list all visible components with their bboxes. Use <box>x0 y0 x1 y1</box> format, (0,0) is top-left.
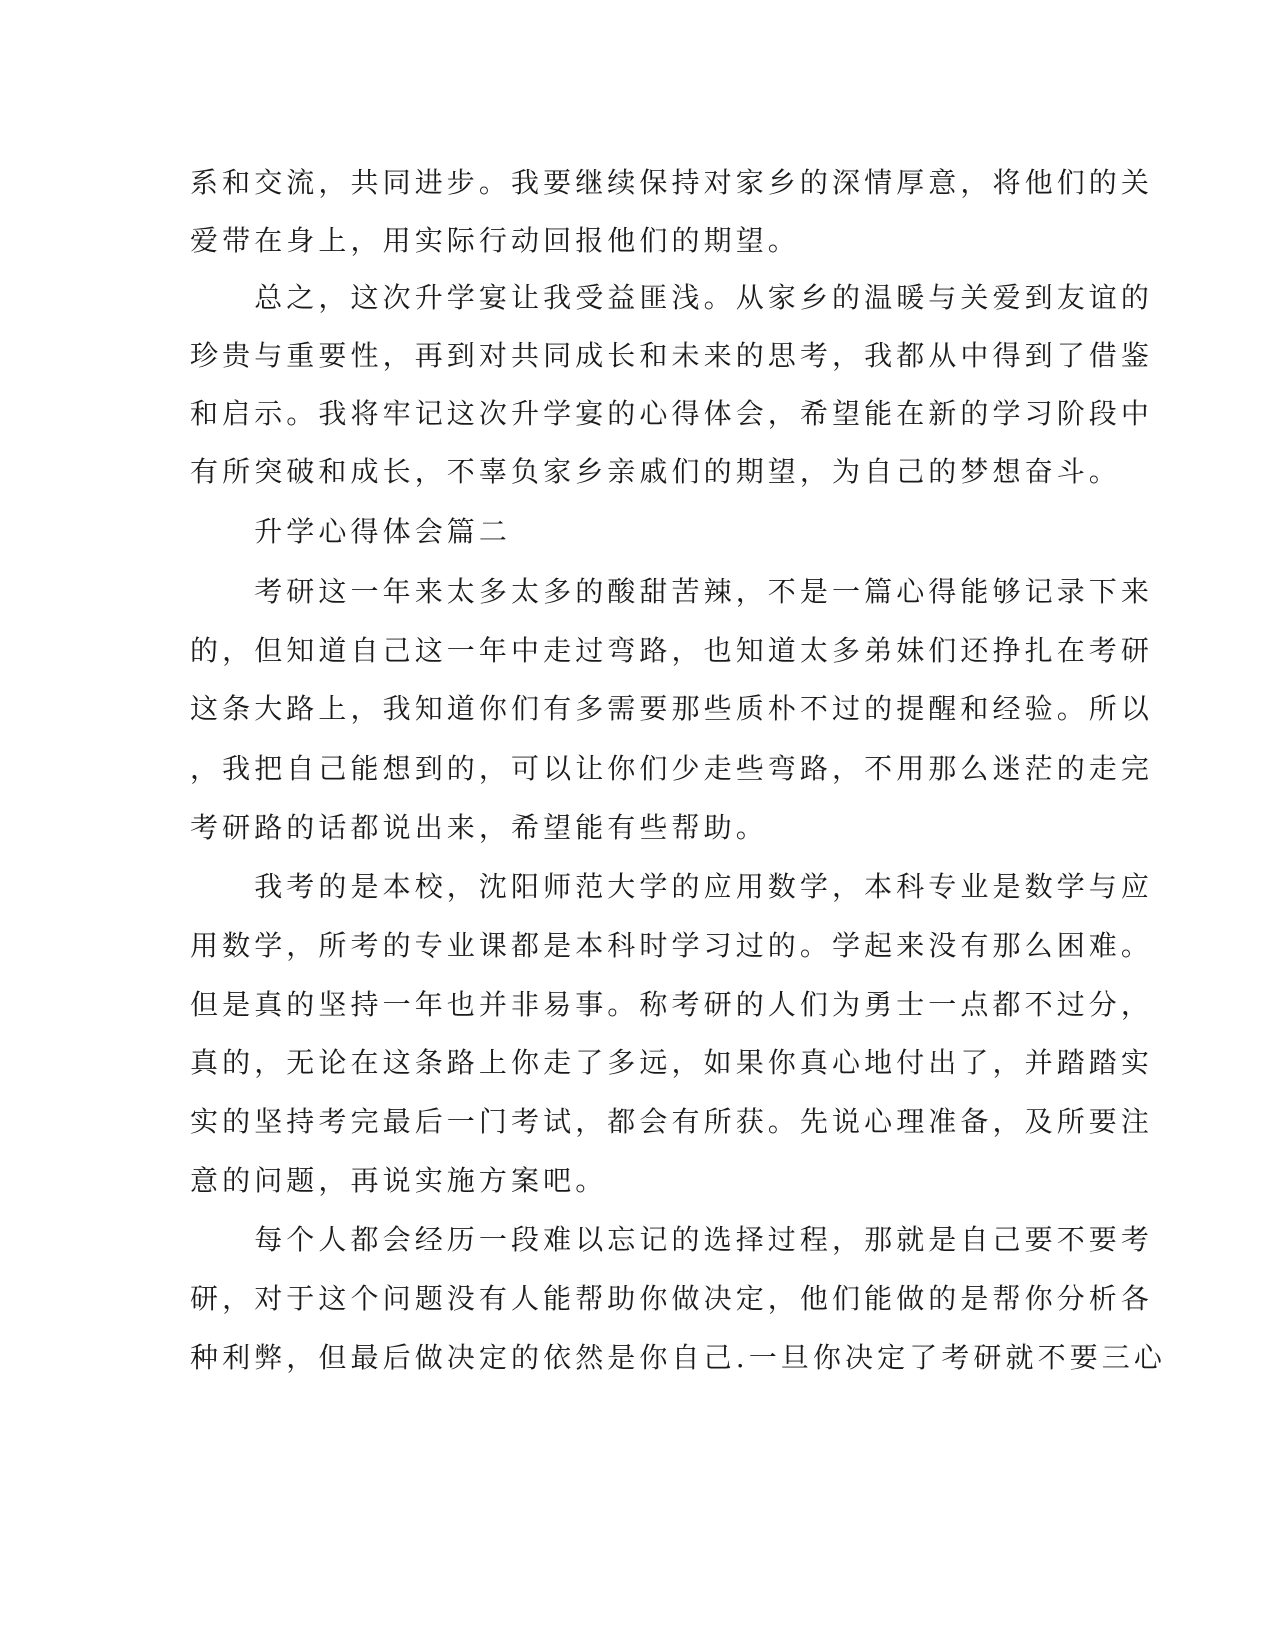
text-line: 每个人都会经历一段难以忘记的选择过程，那就是自己要不要考 <box>190 1223 1154 1256</box>
text-line: 我考的是本校，沈阳师范大学的应用数学，本科专业是数学与应 <box>190 870 1154 903</box>
text-line: 种利弊，但最后做决定的依然是你自己.一旦你决定了考研就不要三心 <box>190 1341 1167 1374</box>
text-line: 用数学，所考的专业课都是本科时学习过的。学起来没有那么困难。 <box>190 929 1154 962</box>
text-line: 总之，这次升学宴让我受益匪浅。从家乡的温暖与关爱到友谊的 <box>190 281 1154 314</box>
text-line: 考研这一年来太多太多的酸甜苦辣，不是一篇心得能够记录下来 <box>190 575 1154 608</box>
section-heading: 升学心得体会篇二 <box>190 515 512 548</box>
text-line: 和启示。我将牢记这次升学宴的心得体会，希望能在新的学习阶段中 <box>190 397 1154 430</box>
text-line: 的，但知道自己这一年中走过弯路，也知道太多弟妹们还挣扎在考研 <box>190 634 1154 667</box>
text-line: 系和交流，共同进步。我要继续保持对家乡的深情厚意，将他们的关 <box>190 166 1154 199</box>
text-line: 珍贵与重要性，再到对共同成长和未来的思考，我都从中得到了借鉴 <box>190 339 1154 372</box>
text-line: 有所突破和成长，不辜负家乡亲戚们的期望，为自己的梦想奋斗。 <box>190 455 1121 488</box>
text-line: 考研路的话都说出来，希望能有些帮助。 <box>190 811 768 844</box>
text-line: 意的问题，再说实施方案吧。 <box>190 1164 608 1197</box>
text-line: 爱带在身上，用实际行动回报他们的期望。 <box>190 224 800 257</box>
text-line: 实的坚持考完最后一门考试，都会有所获。先说心理准备，及所要注 <box>190 1105 1154 1138</box>
text-line: 这条大路上，我知道你们有多需要那些质朴不过的提醒和经验。所以 <box>190 692 1154 725</box>
text-line: 真的，无论在这条路上你走了多远，如果你真心地付出了，并踏踏实 <box>190 1046 1154 1079</box>
text-line: 研，对于这个问题没有人能帮助你做决定，他们能做的是帮你分析各 <box>190 1282 1154 1315</box>
text-line: 但是真的坚持一年也并非易事。称考研的人们为勇士一点都不过分， <box>190 988 1154 1021</box>
text-line: ，我把自己能想到的，可以让你们少走些弯路，不用那么迷茫的走完 <box>190 752 1154 785</box>
